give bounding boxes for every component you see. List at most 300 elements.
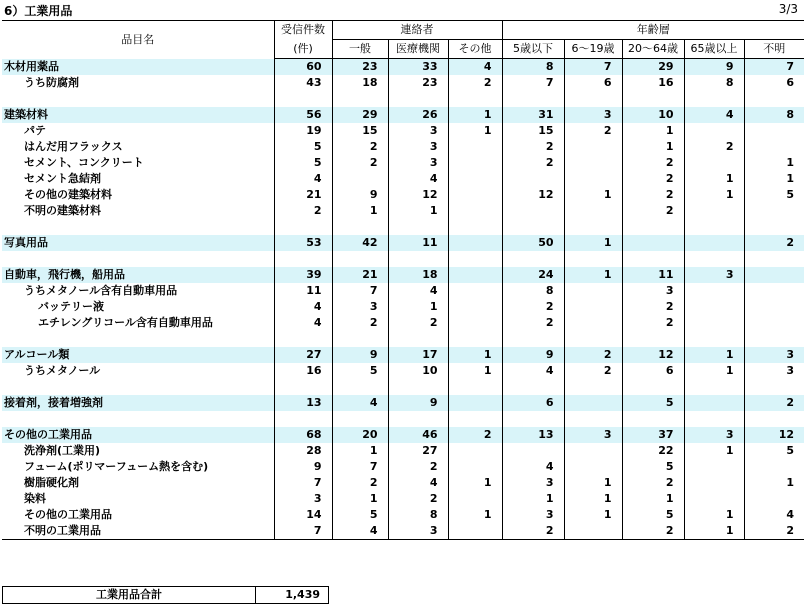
table-cell bbox=[502, 219, 564, 235]
table-cell bbox=[684, 123, 744, 139]
table-cell: 23 bbox=[332, 59, 388, 76]
table-cell bbox=[448, 379, 502, 395]
table-cell: 5 bbox=[274, 155, 332, 171]
table-cell bbox=[564, 379, 622, 395]
table-cell: 21 bbox=[332, 267, 388, 283]
table-row bbox=[2, 299, 804, 315]
table-cell: 1 bbox=[448, 123, 502, 139]
row-label: うちメタノール含有自動車用品 bbox=[2, 283, 274, 299]
spacer-row bbox=[2, 219, 804, 235]
header-age-unknown: 不明 bbox=[744, 40, 804, 59]
table-cell: 10 bbox=[622, 107, 684, 123]
table-cell bbox=[332, 91, 388, 107]
table-cell: 60 bbox=[274, 59, 332, 76]
table-cell: 1 bbox=[786, 172, 795, 185]
table-cell bbox=[274, 251, 332, 267]
row-label: はんだ用フラックス bbox=[2, 139, 274, 155]
header-contact-other: その他 bbox=[448, 40, 502, 59]
table-cell bbox=[448, 395, 502, 411]
table-cell: 1 bbox=[564, 491, 622, 507]
table-cell: 2 bbox=[332, 139, 388, 155]
table-cell: 1 bbox=[684, 507, 744, 523]
table-cell bbox=[564, 299, 622, 315]
table-cell: 1 bbox=[448, 475, 502, 491]
table-cell: 16 bbox=[622, 75, 684, 91]
table-cell bbox=[622, 91, 684, 107]
table-row bbox=[2, 507, 804, 523]
table-cell bbox=[744, 251, 804, 267]
table-cell: 24 bbox=[502, 267, 564, 283]
table-cell: 3 bbox=[388, 139, 448, 155]
table-cell bbox=[502, 203, 564, 219]
table-cell: 5 bbox=[622, 459, 684, 475]
table-cell: 39 bbox=[274, 267, 332, 283]
table-cell: 1 bbox=[622, 491, 684, 507]
table-cell: 2 bbox=[622, 523, 684, 540]
table-cell bbox=[448, 283, 502, 299]
table-cell bbox=[332, 219, 388, 235]
table-cell bbox=[744, 139, 804, 155]
table-cell: 37 bbox=[622, 427, 684, 443]
row-label: アルコール類 bbox=[2, 347, 274, 363]
table-row bbox=[2, 75, 804, 91]
table-cell: 3 bbox=[564, 107, 622, 123]
table-cell bbox=[744, 459, 804, 475]
table-cell: 9 bbox=[502, 347, 564, 363]
table-cell bbox=[744, 379, 804, 395]
table-row bbox=[2, 443, 804, 459]
table-cell: 4 bbox=[502, 459, 564, 475]
table-cell bbox=[564, 139, 622, 155]
table-cell: 43 bbox=[274, 75, 332, 91]
table-cell: 68 bbox=[274, 427, 332, 443]
row-label: 樹脂硬化剤 bbox=[2, 475, 274, 491]
table-row bbox=[2, 155, 804, 171]
table-cell bbox=[274, 331, 332, 347]
table-cell: 3 bbox=[744, 347, 804, 363]
table-cell: 1 bbox=[448, 507, 502, 523]
table-cell: 2 bbox=[622, 171, 684, 187]
table-cell: 8 bbox=[388, 507, 448, 523]
table-cell bbox=[744, 411, 804, 427]
table-cell: 33 bbox=[388, 59, 448, 76]
table-cell bbox=[564, 395, 622, 411]
table-cell: 1 bbox=[684, 347, 744, 363]
table-cell bbox=[502, 251, 564, 267]
table-cell: 2 bbox=[622, 475, 684, 491]
header-contact-general: 一般 bbox=[332, 40, 388, 59]
table-cell: 1 bbox=[448, 363, 502, 379]
table-row bbox=[2, 171, 804, 187]
table-body bbox=[2, 59, 804, 540]
table-cell bbox=[564, 283, 622, 299]
table-cell: 2 bbox=[502, 139, 564, 155]
table-cell: 42 bbox=[332, 235, 388, 251]
table-cell: 2 bbox=[502, 523, 564, 540]
table-cell: 10 bbox=[388, 363, 448, 379]
table-cell bbox=[744, 203, 804, 219]
table-cell bbox=[448, 443, 502, 459]
category-row bbox=[2, 347, 804, 363]
table-cell: 9 bbox=[332, 347, 388, 363]
table-cell bbox=[744, 267, 804, 283]
table-cell bbox=[684, 475, 744, 491]
row-label: その他の建築材料 bbox=[2, 187, 274, 203]
table-cell: 4 bbox=[684, 107, 744, 123]
table-cell: 11 bbox=[622, 267, 684, 283]
table-row bbox=[2, 491, 804, 507]
table-cell bbox=[564, 411, 622, 427]
table-cell: 1 bbox=[448, 107, 502, 123]
table-cell bbox=[564, 443, 622, 459]
row-label: うちメタノール bbox=[2, 363, 274, 379]
table-cell: 5 bbox=[786, 188, 795, 201]
table-cell bbox=[448, 267, 502, 283]
table-cell bbox=[684, 491, 744, 507]
table-cell bbox=[274, 219, 332, 235]
row-label: セメント急結剤 bbox=[2, 171, 274, 187]
table-row bbox=[2, 203, 804, 219]
table-cell: 5 bbox=[274, 139, 332, 155]
table-cell bbox=[332, 331, 388, 347]
table-cell bbox=[502, 331, 564, 347]
category-row bbox=[2, 267, 804, 283]
table-cell bbox=[684, 459, 744, 475]
table-cell: 4 bbox=[332, 395, 388, 411]
row-label: 洗浄剤(工業用) bbox=[2, 443, 274, 459]
table-cell: 1 bbox=[564, 235, 622, 251]
table-cell: 29 bbox=[622, 59, 684, 76]
table-cell: 1 bbox=[332, 491, 388, 507]
table-cell: 16 bbox=[274, 363, 332, 379]
table-cell bbox=[564, 251, 622, 267]
table-cell: 15 bbox=[332, 123, 388, 139]
spacer-row bbox=[2, 379, 804, 395]
row-label: フューム(ポリマーフューム熱を含む) bbox=[2, 459, 274, 475]
table-cell bbox=[448, 411, 502, 427]
table-cell: 2 bbox=[388, 491, 448, 507]
table-cell: 8 bbox=[502, 283, 564, 299]
table-cell: 18 bbox=[332, 75, 388, 91]
row-label: 不明の建築材料 bbox=[2, 203, 274, 219]
table-cell bbox=[388, 379, 448, 395]
table-cell bbox=[564, 523, 622, 540]
table-cell: 2 bbox=[744, 395, 804, 411]
table-cell bbox=[332, 251, 388, 267]
table-cell bbox=[388, 251, 448, 267]
table-cell: 5 bbox=[622, 395, 684, 411]
table-cell bbox=[622, 219, 684, 235]
table-cell: 3 bbox=[502, 475, 564, 491]
table-cell bbox=[744, 315, 804, 331]
table-cell: 7 bbox=[332, 459, 388, 475]
table-cell: 9 bbox=[388, 395, 448, 411]
table-cell bbox=[448, 91, 502, 107]
table-cell: 3 bbox=[388, 155, 448, 171]
table-cell bbox=[448, 251, 502, 267]
table-cell: 6 bbox=[564, 75, 622, 91]
table-cell: 21 bbox=[274, 187, 332, 203]
row-label: 不明の工業用品 bbox=[2, 523, 274, 540]
table-cell: 3 bbox=[622, 283, 684, 299]
table-cell: 2 bbox=[332, 315, 388, 331]
table-cell bbox=[502, 379, 564, 395]
table-row bbox=[2, 283, 804, 299]
table-cell: 2 bbox=[564, 123, 622, 139]
table-cell bbox=[448, 235, 502, 251]
total-value: 1,439 bbox=[256, 587, 329, 604]
table-cell bbox=[448, 187, 502, 203]
table-cell bbox=[744, 299, 804, 315]
row-label: 自動車，飛行機，船用品 bbox=[2, 267, 274, 283]
table-cell: 6 bbox=[502, 395, 564, 411]
table-cell: 2 bbox=[564, 363, 622, 379]
table-cell bbox=[684, 219, 744, 235]
table-cell: 8 bbox=[502, 59, 564, 76]
spacer-row bbox=[2, 411, 804, 427]
table-cell: 2 bbox=[502, 155, 564, 171]
header-count-unit: (件) bbox=[274, 40, 332, 59]
table-cell: 2 bbox=[622, 299, 684, 315]
header-age: 年齢層 bbox=[502, 21, 804, 40]
header-item-name: 品目名 bbox=[2, 21, 274, 59]
table-cell: 27 bbox=[388, 443, 448, 459]
table-cell: 1 bbox=[684, 171, 744, 187]
table-cell: 1 bbox=[564, 267, 622, 283]
section-title: 6）工業用品 bbox=[4, 4, 73, 18]
table-cell: 13 bbox=[502, 427, 564, 443]
table-cell bbox=[744, 331, 804, 347]
table-cell: 4 bbox=[448, 59, 502, 76]
table-cell bbox=[502, 91, 564, 107]
table-cell: 1 bbox=[684, 187, 744, 203]
table-cell bbox=[744, 219, 804, 235]
table-cell: 1 bbox=[564, 187, 622, 203]
table-cell: 46 bbox=[388, 427, 448, 443]
table-cell: 1 bbox=[786, 476, 795, 489]
table-cell: 7 bbox=[564, 59, 622, 76]
row-label: 建築材料 bbox=[2, 107, 274, 123]
row-label bbox=[2, 251, 274, 267]
table-cell bbox=[684, 251, 744, 267]
table-cell: 2 bbox=[332, 155, 388, 171]
table-cell: 2 bbox=[388, 459, 448, 475]
table-cell: 5 bbox=[622, 507, 684, 523]
table-cell: 2 bbox=[744, 235, 804, 251]
page-number: 3/3 bbox=[778, 2, 798, 16]
table-cell: 12 bbox=[744, 427, 804, 443]
table-cell bbox=[684, 395, 744, 411]
table-cell: 2 bbox=[622, 155, 684, 171]
table-cell bbox=[622, 251, 684, 267]
table-cell bbox=[502, 443, 564, 459]
table-cell bbox=[622, 331, 684, 347]
table-cell bbox=[684, 155, 744, 171]
table-cell bbox=[684, 203, 744, 219]
row-label bbox=[2, 379, 274, 395]
table-cell: 4 bbox=[786, 508, 795, 521]
table-cell: 1 bbox=[564, 475, 622, 491]
table-cell: 1 bbox=[786, 156, 795, 169]
table-cell: 11 bbox=[274, 283, 332, 299]
table-cell: 22 bbox=[622, 443, 684, 459]
table-cell: 4 bbox=[388, 283, 448, 299]
table-cell: 28 bbox=[274, 443, 332, 459]
table-cell: 3 bbox=[388, 523, 448, 540]
table-cell bbox=[622, 235, 684, 251]
row-label bbox=[2, 411, 274, 427]
table-cell bbox=[388, 411, 448, 427]
header-age-6-19: 6～19歳 bbox=[564, 40, 622, 59]
table-cell bbox=[744, 491, 804, 507]
table-cell: 3 bbox=[274, 491, 332, 507]
table-cell bbox=[274, 411, 332, 427]
table-cell: 23 bbox=[388, 75, 448, 91]
table-cell bbox=[684, 91, 744, 107]
table-cell: 7 bbox=[502, 75, 564, 91]
table-cell: 2 bbox=[502, 299, 564, 315]
table-cell: 15 bbox=[502, 123, 564, 139]
category-row bbox=[2, 395, 804, 411]
table-cell: 7 bbox=[332, 283, 388, 299]
table-cell bbox=[274, 379, 332, 395]
table-cell bbox=[564, 459, 622, 475]
table-cell bbox=[448, 331, 502, 347]
table-cell: 2 bbox=[388, 315, 448, 331]
table-cell: 3 bbox=[502, 507, 564, 523]
category-row bbox=[2, 235, 804, 251]
table-cell: 9 bbox=[684, 59, 744, 76]
table-cell: 2 bbox=[502, 315, 564, 331]
table-row bbox=[2, 315, 804, 331]
table-cell bbox=[564, 331, 622, 347]
table-cell: 2 bbox=[744, 523, 804, 540]
table-cell: 9 bbox=[274, 459, 332, 475]
table-cell bbox=[274, 91, 332, 107]
total-label: 工業用品合計 bbox=[3, 587, 256, 604]
header-age-under5: 5歳以下 bbox=[502, 40, 564, 59]
table-cell: 2 bbox=[622, 203, 684, 219]
table-cell: 14 bbox=[274, 507, 332, 523]
table-cell: 53 bbox=[274, 235, 332, 251]
table-cell: 20 bbox=[332, 427, 388, 443]
table-cell: 3 bbox=[388, 123, 448, 139]
table-cell: 1 bbox=[388, 203, 448, 219]
table-cell bbox=[684, 283, 744, 299]
table-cell: 9 bbox=[332, 187, 388, 203]
table-cell: 1 bbox=[622, 123, 684, 139]
table-cell: 4 bbox=[274, 171, 332, 187]
table-cell bbox=[564, 171, 622, 187]
table-cell: 4 bbox=[274, 299, 332, 315]
table-cell: 1 bbox=[684, 363, 744, 379]
table-cell bbox=[744, 91, 804, 107]
table-cell: 3 bbox=[786, 364, 795, 377]
table-cell bbox=[684, 299, 744, 315]
row-label: バッテリー液 bbox=[2, 299, 274, 315]
table-cell: 8 bbox=[684, 75, 744, 91]
row-label bbox=[2, 91, 274, 107]
row-label: その他の工業用品 bbox=[2, 427, 274, 443]
table-cell bbox=[332, 411, 388, 427]
table-cell bbox=[448, 203, 502, 219]
table-cell bbox=[448, 299, 502, 315]
table-cell bbox=[564, 203, 622, 219]
table-cell bbox=[622, 411, 684, 427]
table-cell: 3 bbox=[332, 299, 388, 315]
table-cell: 5 bbox=[332, 363, 388, 379]
category-row bbox=[2, 59, 804, 76]
table-cell bbox=[332, 379, 388, 395]
table-cell bbox=[388, 91, 448, 107]
table-cell bbox=[448, 459, 502, 475]
row-label bbox=[2, 219, 274, 235]
total-box bbox=[2, 586, 329, 604]
table-cell bbox=[684, 411, 744, 427]
table-cell: 4 bbox=[388, 171, 448, 187]
table-cell bbox=[564, 91, 622, 107]
table-row bbox=[2, 523, 804, 540]
table-cell bbox=[564, 315, 622, 331]
table-cell: 26 bbox=[388, 107, 448, 123]
category-row bbox=[2, 107, 804, 123]
table-cell: 17 bbox=[388, 347, 448, 363]
table-cell bbox=[684, 331, 744, 347]
table-cell: 12 bbox=[502, 187, 564, 203]
table-cell: 2 bbox=[684, 139, 744, 155]
table-cell: 1 bbox=[448, 347, 502, 363]
table-cell bbox=[448, 139, 502, 155]
spacer-row bbox=[2, 251, 804, 267]
table-cell: 1 bbox=[564, 507, 622, 523]
spacer-row bbox=[2, 91, 804, 107]
table-cell: 7 bbox=[274, 523, 332, 540]
header-age-20-64: 20～64歳 bbox=[622, 40, 684, 59]
table-cell bbox=[502, 171, 564, 187]
table-cell: 2 bbox=[332, 475, 388, 491]
row-label bbox=[2, 331, 274, 347]
table-row bbox=[2, 123, 804, 139]
table-cell: 2 bbox=[564, 347, 622, 363]
table-cell: 29 bbox=[332, 107, 388, 123]
table-cell bbox=[564, 155, 622, 171]
table-cell: 12 bbox=[388, 187, 448, 203]
table-cell: 4 bbox=[332, 523, 388, 540]
table-cell bbox=[448, 155, 502, 171]
row-label: パテ bbox=[2, 123, 274, 139]
table-cell: 12 bbox=[622, 347, 684, 363]
row-label: うち防腐剤 bbox=[2, 75, 274, 91]
table-cell: 1 bbox=[332, 203, 388, 219]
table-row bbox=[2, 139, 804, 155]
category-row bbox=[2, 427, 804, 443]
table-cell bbox=[502, 411, 564, 427]
table-cell: 8 bbox=[744, 107, 804, 123]
table-cell: 3 bbox=[684, 427, 744, 443]
table-row bbox=[2, 187, 804, 203]
row-label: セメント、コンクリート bbox=[2, 155, 274, 171]
table-cell: 19 bbox=[274, 123, 332, 139]
table-cell: 6 bbox=[622, 363, 684, 379]
table-cell bbox=[388, 219, 448, 235]
table-cell bbox=[448, 315, 502, 331]
table-cell: 5 bbox=[786, 444, 795, 457]
table-cell bbox=[684, 235, 744, 251]
row-label: エチレングリコール含有自動車用品 bbox=[2, 315, 274, 331]
row-label: 木材用薬品 bbox=[2, 59, 274, 76]
table-cell bbox=[448, 219, 502, 235]
header-count: 受信件数 bbox=[274, 21, 332, 40]
